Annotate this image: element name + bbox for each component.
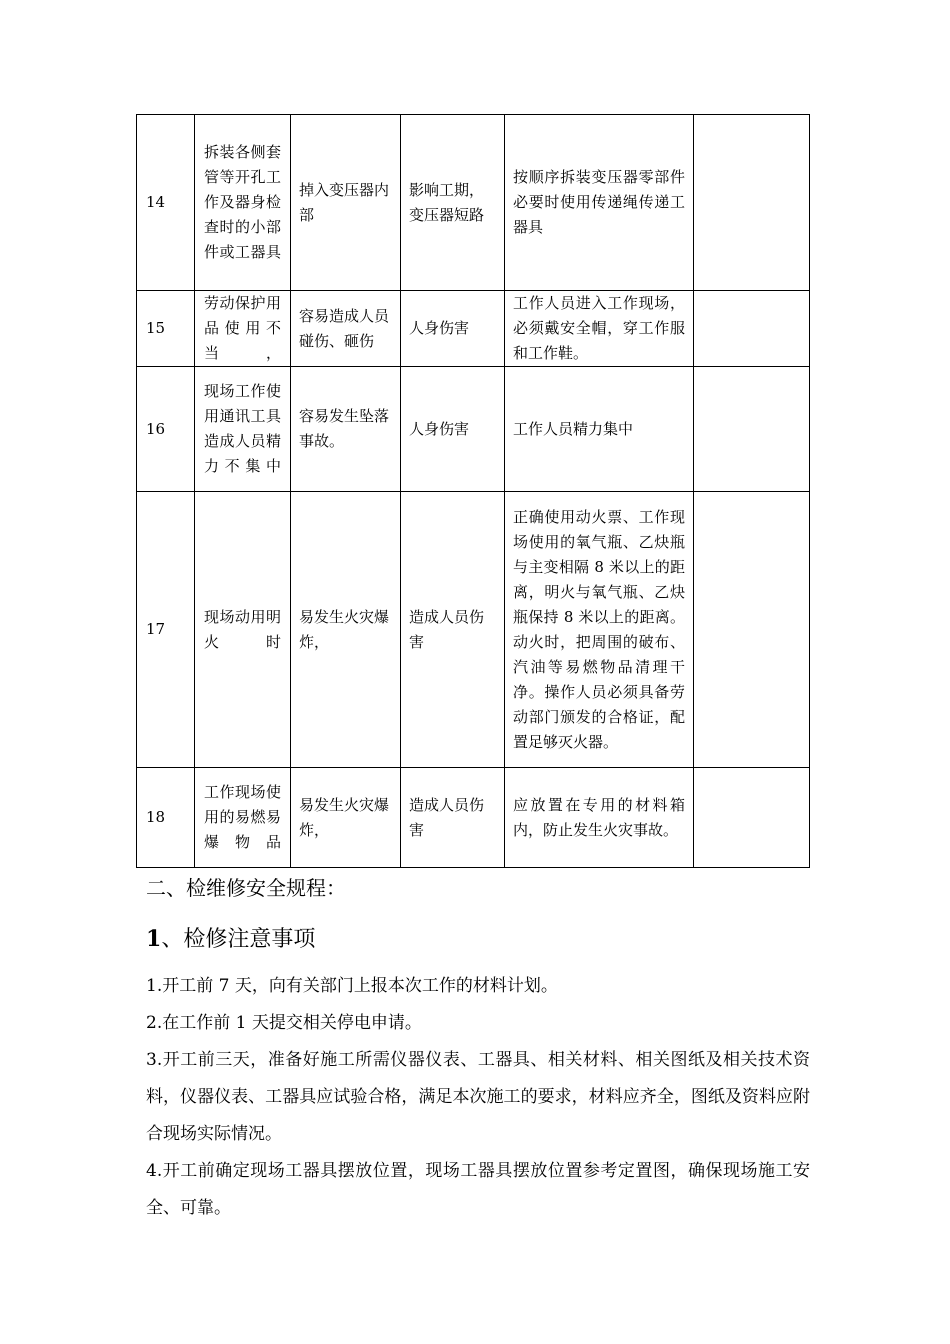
measure-cell: 应放置在专用的材料箱内，防止发生火灾事故。 (505, 768, 694, 868)
table-row (137, 291, 810, 367)
work-item: 工作现场使用的易燃易爆物品 (195, 768, 291, 868)
table-row (137, 115, 810, 291)
table-row (137, 367, 810, 492)
consequence-cell: 影响工期，变压器短路 (401, 115, 505, 291)
remark-cell (694, 367, 810, 492)
note-paragraph: 4.开工前确定现场工器具摆放位置，现场工器具摆放位置参考定置图，确保现场施工安全、可靠。 (146, 1161, 810, 1218)
note-paragraph: 1.开工前 7 天，向有关部门上报本次工作的材料计划。 (146, 976, 558, 996)
risk-cell: 容易发生坠落事故。 (291, 367, 401, 492)
row-number: 15 (137, 291, 195, 367)
measure-cell: 工作人员精力集中 (505, 367, 694, 492)
subsection-title (146, 922, 315, 957)
note-paragraph: 3.开工前三天，准备好施工所需仪器仪表、工器具、相关材料、相关图纸及相关技术资料，仪器仪表、工器具应试验合格，满足本次施工的要求，材料应齐全，图纸及资料应附合现场实际情况。 (146, 1050, 810, 1144)
notes-list (146, 968, 810, 1227)
risk-cell: 易发生火灾爆炸， (291, 768, 401, 868)
section-title: 二、检维修安全规程： (146, 876, 346, 900)
consequence-cell: 人身伤害 (401, 291, 505, 367)
risk-cell: 易发生火灾爆炸， (291, 492, 401, 768)
measure-cell: 工作人员进入工作现场，必须戴安全帽，穿工作服和工作鞋。 (505, 291, 694, 367)
work-item: 现场工作使用通讯工具造成人员精力不集中 (195, 367, 291, 492)
remark-cell (694, 115, 810, 291)
table-row (137, 768, 810, 868)
table-row (137, 492, 810, 768)
risk-cell: 容易造成人员碰伤、砸伤 (291, 291, 401, 367)
risk-cell: 掉入变压器内部 (291, 115, 401, 291)
work-item: 拆装各侧套管等开孔工作及器身检查时的小部件或工器具 (195, 115, 291, 291)
consequence-cell: 人身伤害 (401, 367, 505, 492)
consequence-cell: 造成人员伤害 (401, 492, 505, 768)
subsection-text: 、检修注意事项 (161, 927, 316, 952)
row-number: 17 (137, 492, 195, 768)
subsection-number: 1 (146, 926, 162, 952)
remark-cell (694, 768, 810, 868)
note-paragraph: 2.在工作前 1 天提交相关停电申请。 (146, 1013, 422, 1033)
work-item: 劳动保护用品使用不当， (195, 291, 291, 367)
remark-cell (694, 492, 810, 768)
measure-cell: 正确使用动火票、工作现场使用的氧气瓶、乙炔瓶与主变相隔 8 米以上的距离，明火与氧气瓶、乙炔瓶保持 8 米以上的距离。动火时，把周围的破布、汽油等易燃物品清理干净。操作人员必须具备劳动部门颁发的合格证，配置足够灭火器。 (505, 492, 694, 768)
row-number: 16 (137, 367, 195, 492)
measure-cell: 按顺序拆装变压器零部件必要时使用传递绳传递工器具 (505, 115, 694, 291)
row-number: 14 (137, 115, 195, 291)
remark-cell (694, 291, 810, 367)
work-item: 现场动用明火时 (195, 492, 291, 768)
consequence-cell: 造成人员伤害 (401, 768, 505, 868)
row-number: 18 (137, 768, 195, 868)
risk-table (136, 114, 810, 868)
